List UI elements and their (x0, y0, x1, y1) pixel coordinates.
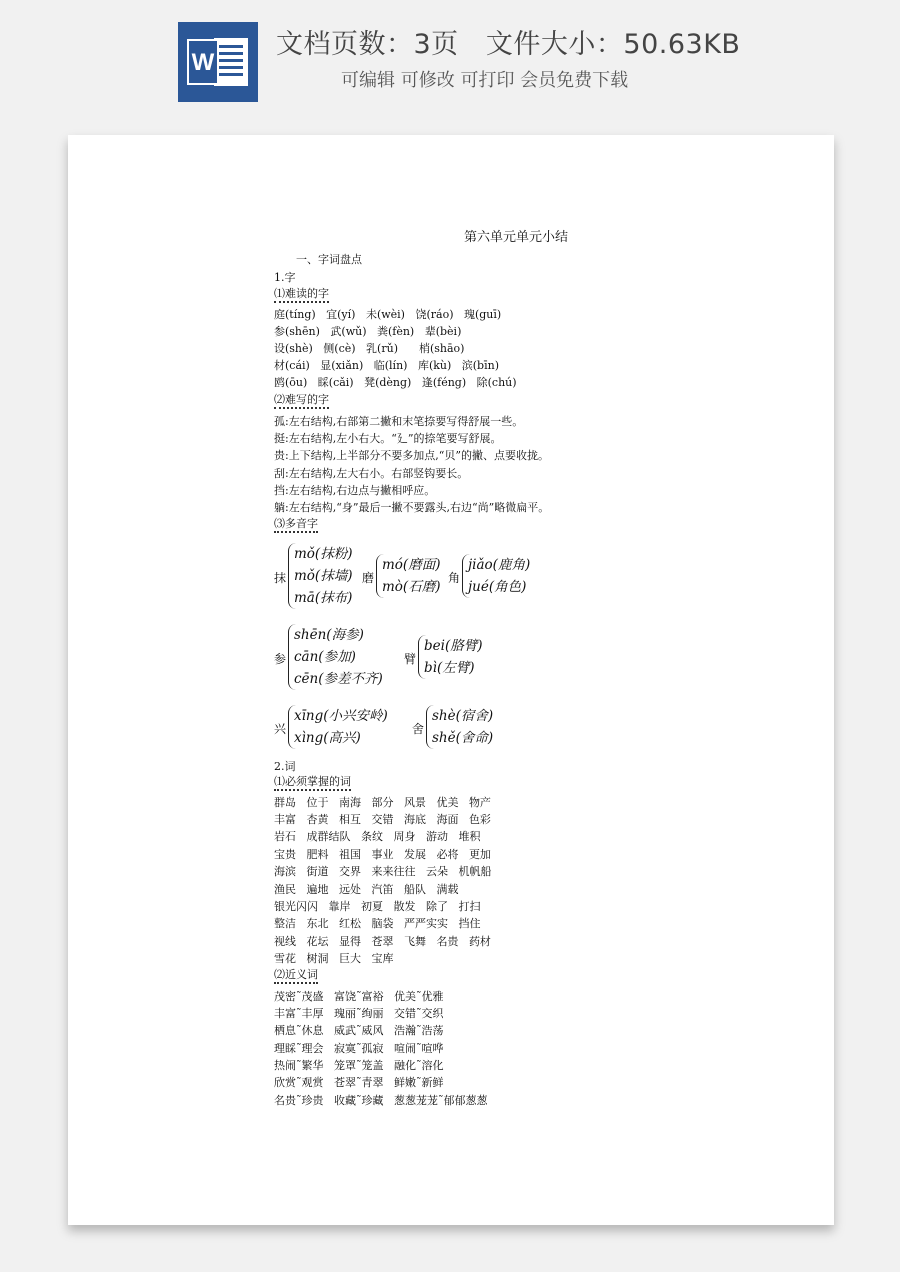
polyphone-reading: mǒ(抹墙) (294, 568, 353, 584)
hard-write-note: 孤:左右结构,右部第二撇和末笔捺要写得舒展一些。 (274, 415, 524, 428)
hard-write-note: 挡:左右结构,右边点与撇相呼应。 (274, 484, 436, 497)
hard-read-row: 设(shè) 侧(cè) 乳(rǔ) 梢(shāo) (274, 342, 465, 355)
word-row: 银光闪闪 靠岸 初夏 散发 除了 打扫 (274, 900, 481, 913)
synonym-row: 热闹˜繁华 笼罩˜笼盖 融化˜溶化 (274, 1059, 444, 1072)
polyphone-reading: bì(左臂) (424, 660, 475, 676)
hard-write-note: 挺:左右结构,左小右大。“廴”的捺笔要写舒展。 (274, 432, 502, 445)
polyphone-reading: mǒ(抹粉) (294, 546, 353, 562)
hard-write-note: 躺:左右结构,“身”最后一撇不要露头,右边“尚”略微扁平。 (274, 501, 550, 514)
polyphone-reading: xìng(高兴) (294, 730, 361, 746)
hard-read-row: 材(cái) 显(xiǎn) 临(lín) 库(kù) 滨(bīn) (274, 359, 499, 372)
polyphone-reading: bei(胳臂) (424, 638, 483, 654)
polyphone-reading: jué(角色) (468, 579, 527, 595)
subsection-heading: 1.字 (274, 271, 296, 284)
hard-read-row: 鸥(ōu) 睬(cǎi) 凳(dèng) 逢(féng) 除(chú) (274, 376, 517, 389)
doc-title: 第六单元单元小结 (464, 230, 569, 245)
word-document-icon (178, 22, 258, 102)
document-info-header (0, 0, 900, 120)
polyphone-char: 角 (448, 571, 461, 585)
word-row: 整洁 东北 红松 脑袋 严严实实 挡住 (274, 917, 481, 930)
polyphone-char: 抹 (274, 571, 287, 585)
synonym-row: 丰富˜丰厚 瑰丽˜绚丽 交错˜交织 (274, 1007, 444, 1020)
document-stats-title: 文档页数：3页 文件大小：50.63KB (276, 29, 741, 60)
subheading-must-words: ⑴必须掌握的词 (274, 775, 351, 791)
subsection-heading: 2.词 (274, 760, 296, 773)
synonym-row: 欣赏˜观赏 苍翠˜青翠 鲜嫩˜新鲜 (274, 1076, 444, 1089)
polyphone-reading: mò(石磨) (382, 579, 441, 595)
polyphone-reading: shě(舍命) (432, 730, 494, 746)
polyphone-reading: mó(磨面) (382, 557, 441, 573)
polyphone-reading: jiǎo(鹿角) (468, 557, 531, 573)
subheading-hard-write: ⑵难写的字 (274, 393, 329, 409)
polyphone-char: 舍 (412, 722, 425, 736)
subheading-hard-read: ⑴难读的字 (274, 287, 329, 303)
word-row: 岩石 成群结队 条纹 周身 游动 堆积 (274, 830, 481, 843)
polyphone-reading: mā(抹布) (294, 590, 353, 606)
polyphone-char: 参 (274, 652, 287, 666)
document-features-subtitle: 可编辑 可修改 可打印 会员免费下载 (341, 70, 629, 91)
word-row: 群岛 位于 南海 部分 风景 优美 物产 (274, 796, 491, 809)
subheading-polyphones: ⑶多音字 (274, 517, 318, 533)
synonym-row: 栖息˜休息 威武˜威风 浩瀚˜浩荡 (274, 1024, 444, 1037)
svg-text:W: W (191, 49, 215, 76)
polyphone-char: 臂 (404, 652, 417, 666)
polyphone-reading: cēn(参差不齐) (294, 671, 383, 687)
polyphone-reading: shēn(海参) (294, 627, 364, 643)
synonym-row: 名贵˜珍贵 收藏˜珍藏 葱葱茏茏˜郁郁葱葱 (274, 1094, 488, 1107)
polyphone-char: 兴 (274, 722, 287, 736)
document-page (68, 135, 834, 1225)
word-row: 海滨 街道 交界 来来往往 云朵 机帆船 (274, 865, 492, 878)
subheading-synonyms: ⑵近义词 (274, 968, 318, 984)
hard-read-row: 参(shēn) 武(wǔ) 粪(fèn) 辈(bèi) (274, 325, 462, 338)
word-row: 丰富 杏黄 相互 交错 海底 海面 色彩 (274, 813, 491, 826)
word-row: 雪花 树洞 巨大 宝库 (274, 952, 394, 965)
word-row: 视线 花坛 显得 苍翠 飞舞 名贵 药材 (274, 935, 491, 948)
synonym-row: 茂密˜茂盛 富饶˜富裕 优美˜优雅 (274, 990, 444, 1003)
word-row: 宝贵 肥料 祖国 事业 发展 必将 更加 (274, 848, 491, 861)
polyphone-reading: cān(参加) (294, 649, 356, 665)
word-row: 渔民 遍地 远处 汽笛 船队 满载 (274, 883, 459, 896)
section-heading: 一、字词盘点 (296, 253, 362, 266)
polyphone-reading: xīng(小兴安岭) (294, 708, 388, 724)
hard-read-row: 庭(tíng) 宜(yí) 未(wèi) 饶(ráo) 瑰(guī) (274, 308, 502, 321)
polyphone-char: 磨 (362, 571, 375, 585)
hard-write-note: 贵:上下结构,上半部分不要多加点,“贝”的撇、点要收拢。 (274, 449, 549, 462)
synonym-row: 理睬˜理会 寂寞˜孤寂 喧闹˜喧哗 (274, 1042, 444, 1055)
polyphone-reading: shè(宿舍) (432, 708, 494, 724)
hard-write-note: 刮:左右结构,左大右小。右部竖钩要长。 (274, 467, 469, 480)
